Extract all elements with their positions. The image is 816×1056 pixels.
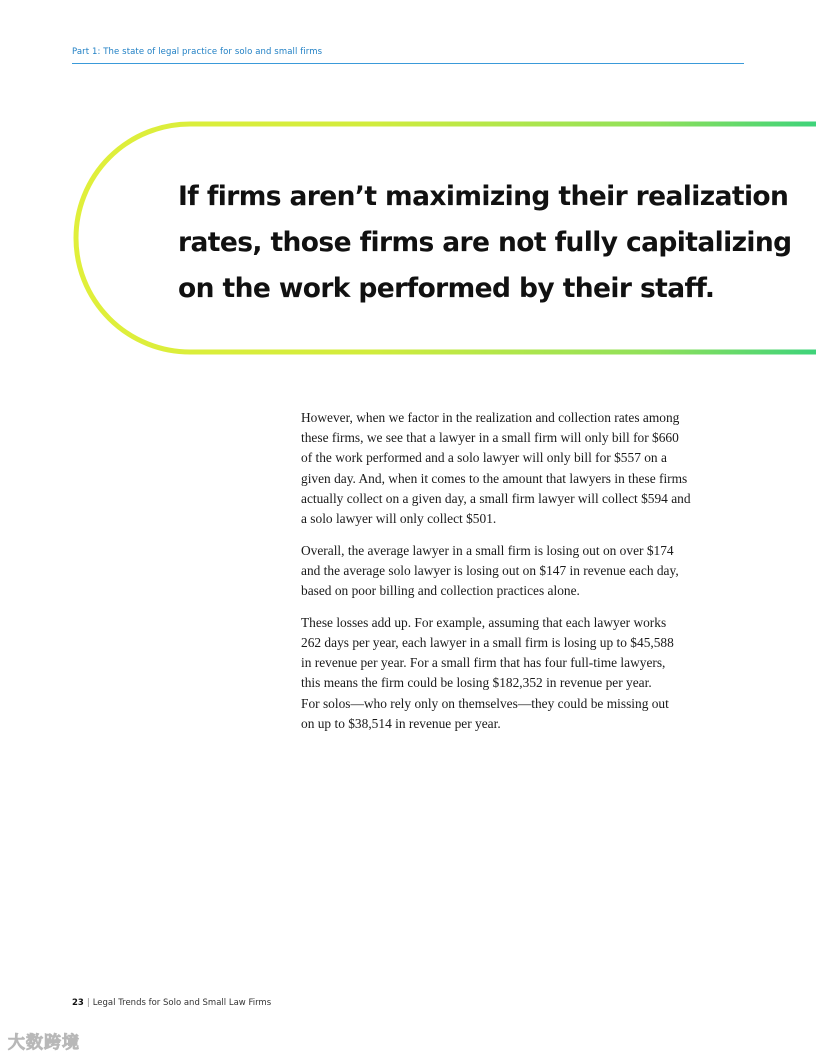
paragraph-annual-losses [301,613,741,734]
text-line: For solos—who rely only on themselves—they could be missing out [301,695,669,711]
pull-quote-line: If firms aren’t maximizing their realization [178,181,789,212]
text-line: of the work performed and a solo lawyer will only bill for $557 on a [301,450,667,466]
text-line: 262 days per year, each lawyer in a small firm is losing up to $45,588 [301,635,674,651]
text-line: However, when we factor in the realization and collection rates among [301,410,680,425]
publication-title: Legal Trends for Solo and Small Law Firms [92,998,272,1008]
running-header: Part 1: The state of legal practice for solo and small firms [72,47,323,57]
pull-quote [178,174,792,312]
body-text [301,408,741,746]
text-line: and the average solo lawyer is losing out on $147 in revenue each day, [301,562,679,578]
text-line: this means the firm could be losing $182,352 in revenue per year. [301,675,652,691]
text-line: actually collect on a given day, a small firm lawyer will collect $594 and [301,490,691,506]
pull-quote-line: on the work performed by their staff. [178,273,715,304]
text-line: a solo lawyer will only collect $501. [301,511,497,527]
text-line: given day. And, when it comes to the amount that lawyers in these firms [301,470,688,486]
text-line: in revenue per year. For a small firm that has four full-time lawyers, [301,655,666,671]
page-footer [72,998,271,1008]
text-line: based on poor billing and collection practices alone. [301,583,580,599]
page-number: 23 [72,998,84,1008]
text-line: These losses add up. For example, assuming that each lawyer works [301,614,667,630]
text-line: Overall, the average lawyer in a small firm is losing out on over $174 [301,542,674,558]
text-line: on up to $38,514 in revenue per year. [301,715,501,731]
watermark-logo: 大数跨境 [8,1033,80,1053]
pull-quote-line: rates, those firms are not fully capitalizing [178,227,792,258]
footer-separator: | [86,998,90,1008]
paragraph-realization [301,408,741,529]
paragraph-daily-losses [301,541,741,602]
text-line: these firms, we see that a lawyer in a small firm will only bill for $660 [301,430,679,446]
